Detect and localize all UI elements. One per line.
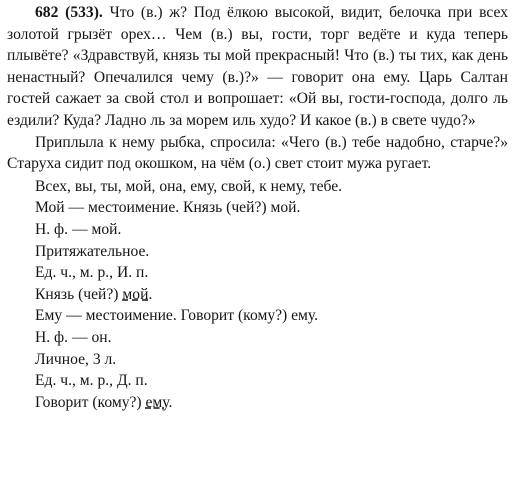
moi-initial-form: Н. ф. — мой.	[35, 220, 122, 238]
analysis-block	[7, 176, 508, 414]
exercise-text-2: Приплыла к нему рыбка, спросила: «Чего (в.) тебе надобно, старче?» Старуха сидит под окошком, на чём (о.) свет стоит мужа ругает.	[7, 133, 508, 173]
emu-syntax-line	[35, 392, 508, 414]
emu-heading: Ему — местоимение. Говорит (кому?) ему.	[35, 307, 319, 325]
emu-syntax-prefix: Говорит (кому?)	[35, 393, 142, 411]
moi-syntax-line	[35, 284, 508, 306]
moi-category: Притяжательное.	[35, 242, 150, 260]
exercise-text-1: Что (в.) ж? Под ёлкою высокой, видит, белочка при всех золотой грызёт орех… Чем (в.) вы, гости, торг ведёте и куда теперь плывёте? «Здравствуй, князь ты мой прекрасный! Что (в.) ты тих, как день ненастный? Опечалился чему (в.)?» — говорит она ему. Царь Салтан гостей сажает за свой стол и вопрошает: «Ой вы, гости-господа, долго ль ездили? Куда? Ладно ль за морем иль худо? И какое (в.) в свете чудо?»	[7, 4, 508, 129]
moi-syntax-prefix: Князь (чей?)	[35, 285, 119, 303]
exercise-paragraph-1	[7, 2, 508, 132]
moi-word: мой.	[270, 199, 301, 217]
pronoun-list: Всех, вы, ты, мой, она, ему, свой, к нему, тебе.	[35, 177, 343, 195]
emu-syntax-suffix: .	[168, 393, 173, 411]
emu-initial-form: Н. ф. — он.	[35, 328, 112, 346]
moi-features: Ед. ч., м. р., И. п.	[35, 264, 149, 282]
moi-syntax-word: мой	[122, 285, 149, 303]
emu-syntax-word: ему	[145, 393, 169, 411]
emu-features: Ед. ч., м. р., Д. п.	[35, 372, 148, 390]
emu-category: Личное, 3 л.	[35, 350, 117, 368]
moi-heading: Мой — местоимение. Князь (чей?)	[35, 199, 267, 217]
moi-heading-line	[35, 197, 508, 219]
moi-syntax-suffix: .	[148, 285, 153, 303]
exercise-number: 682 (533).	[35, 4, 103, 21]
exercise-paragraph-2	[7, 132, 508, 175]
